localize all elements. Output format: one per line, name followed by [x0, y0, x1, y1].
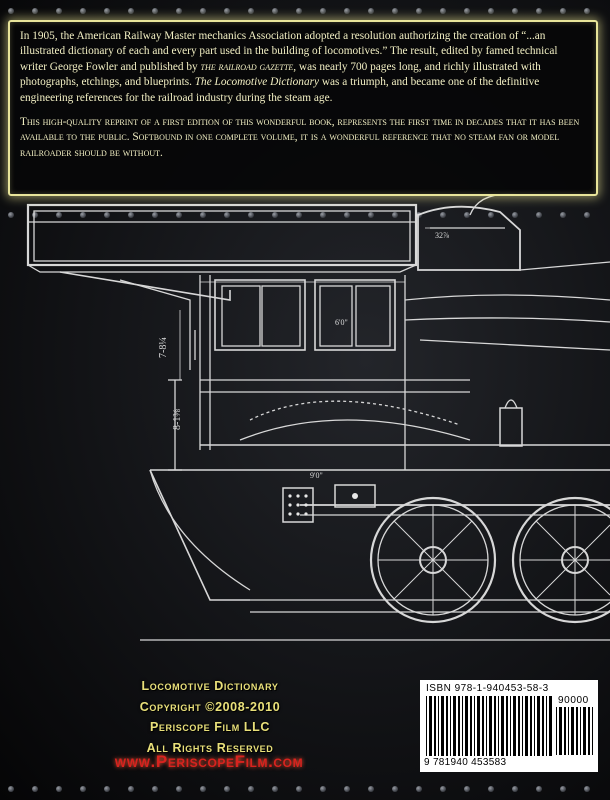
- publication-name: the railroad gazette: [200, 60, 294, 73]
- barcode-bar: [441, 696, 444, 756]
- description-paragraph-1: [20, 29, 586, 106]
- barcode-bar: [477, 696, 480, 756]
- barcode-bar: [489, 696, 492, 756]
- barcode-bar: [470, 696, 472, 756]
- barcode-bar: [525, 696, 528, 756]
- barcode-bar: [576, 707, 578, 755]
- barcode-bar: [571, 707, 574, 755]
- barcode-bar: [580, 707, 581, 755]
- barcode-bar: [462, 696, 463, 756]
- barcode-bar: [549, 696, 552, 756]
- barcode-bar: [559, 707, 562, 755]
- barcode-bar: [588, 707, 590, 755]
- book-title-inline: The Locomotive Dictionary: [194, 76, 320, 89]
- credits-title: Locomotive Dictionary: [141, 679, 279, 693]
- barcode-bar: [482, 696, 484, 756]
- ean-digits: 9 781940 453583: [424, 757, 507, 768]
- barcode-bar: [494, 696, 496, 756]
- svg-text:6'0": 6'0": [335, 318, 348, 327]
- barcode-bar: [446, 696, 448, 756]
- description-text: was a triumph, and became one of the definitive engineering references for the railroad industry during the steam age.: [20, 76, 540, 104]
- barcode-bar: [506, 696, 508, 756]
- barcode-bar: [498, 696, 499, 756]
- barcode-bar: [429, 696, 432, 756]
- barcode-bars: [426, 696, 554, 758]
- barcode-bar: [564, 707, 566, 755]
- svg-text:8-1⅜: 8-1⅜: [172, 409, 183, 430]
- barcode-bar: [537, 696, 540, 756]
- barcode-bar: [426, 696, 427, 756]
- svg-text:32⅞: 32⅞: [435, 231, 449, 240]
- barcode-bar: [530, 696, 532, 756]
- description-text: In 1905, the American Railway Master mechanics Association adopted a resolution authorizing the creation of “...an illustrated dictionary of each and every part used in the building of locomotives.” The result, edited by famed technical writer George Fowler and published by: [20, 30, 558, 73]
- price-code: 90000: [558, 695, 589, 706]
- isbn-barcode-box: [420, 680, 598, 772]
- barcode-bar: [592, 707, 593, 755]
- isbn-number: ISBN 978-1-940453-58-3: [426, 683, 549, 694]
- book-description-panel: [8, 20, 598, 196]
- barcode-bar: [453, 696, 456, 756]
- barcode-bar: [513, 696, 516, 756]
- barcode-bar: [474, 696, 475, 756]
- barcode-bar: [522, 696, 523, 756]
- svg-text:9'0": 9'0": [310, 471, 323, 480]
- publisher-credits: [0, 676, 420, 758]
- credits-publisher: Periscope Film LLC: [149, 720, 271, 734]
- barcode-bar: [556, 707, 557, 755]
- barcode-bar: [465, 696, 468, 756]
- barcode-bar: [458, 696, 460, 756]
- credits-copyright: Copyright ©2008-2010: [139, 699, 281, 714]
- barcode-bar: [434, 696, 436, 756]
- barcode-bar: [534, 696, 535, 756]
- credits-rights: All Rights Reserved: [146, 740, 274, 755]
- description-paragraph-2: This high-quality reprint of a first edition of this wonderful book, represents the first time in decades that it has been available to the public. Softbound in one complete volume, it is a wonderful reference that no steam fan or model railroader should be without.: [20, 116, 580, 159]
- barcode-bar: [501, 696, 504, 756]
- barcode-bar: [438, 696, 439, 756]
- barcode-bar: [450, 696, 451, 756]
- barcode-bar: [510, 696, 511, 756]
- publisher-website: www.PeriscopeFilm.com: [114, 752, 304, 771]
- price-barcode-bars: [556, 707, 596, 757]
- barcode-bar: [518, 696, 520, 756]
- barcode-bar: [486, 696, 487, 756]
- barcode-bar: [542, 696, 544, 756]
- description-text: , was nearly 700 pages long, and richly illustrated with photographs, etchings, and blueprints.: [20, 60, 541, 89]
- barcode-bar: [568, 707, 569, 755]
- barcode-bar: [546, 696, 547, 756]
- svg-text:7-8¼: 7-8¼: [158, 337, 169, 358]
- barcode-bar: [583, 707, 586, 755]
